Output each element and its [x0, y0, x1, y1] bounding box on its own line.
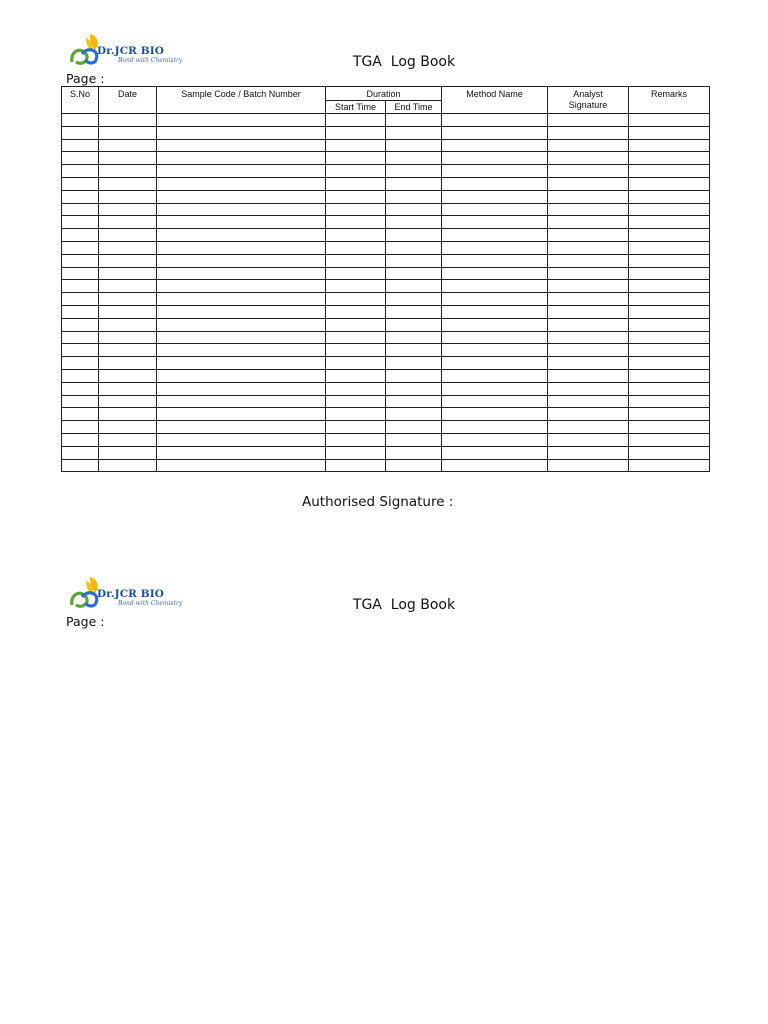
table-cell[interactable]: [442, 241, 548, 254]
table-cell[interactable]: [629, 126, 710, 139]
table-cell[interactable]: [548, 190, 629, 203]
table-cell[interactable]: [326, 421, 386, 434]
logo-tagline: Bond with Chemistry: [118, 600, 183, 607]
table-cell[interactable]: [326, 190, 386, 203]
col-header-start-time: Start Time: [326, 101, 386, 114]
table-cell[interactable]: [62, 241, 99, 254]
table-cell[interactable]: [99, 408, 157, 421]
table-cell[interactable]: [442, 369, 548, 382]
table-cell[interactable]: [326, 293, 386, 306]
table-row: [62, 293, 710, 306]
table-cell[interactable]: [548, 267, 629, 280]
table-cell[interactable]: [157, 318, 326, 331]
table-cell[interactable]: [629, 382, 710, 395]
table-cell[interactable]: [386, 408, 442, 421]
table-row: [62, 369, 710, 382]
table-cell[interactable]: [548, 421, 629, 434]
table-cell[interactable]: [157, 126, 326, 139]
table-cell[interactable]: [442, 152, 548, 165]
table-cell[interactable]: [62, 408, 99, 421]
col-header-analyst-signature: [548, 87, 629, 114]
table-cell[interactable]: [548, 395, 629, 408]
table-cell[interactable]: [62, 280, 99, 293]
table-row: [62, 318, 710, 331]
table-cell[interactable]: [326, 305, 386, 318]
table-cell[interactable]: [62, 177, 99, 190]
table-cell[interactable]: [442, 318, 548, 331]
table-cell[interactable]: [629, 344, 710, 357]
table-cell[interactable]: [548, 331, 629, 344]
table-cell[interactable]: [548, 293, 629, 306]
table-cell[interactable]: [442, 395, 548, 408]
table-cell[interactable]: [62, 357, 99, 370]
table-cell[interactable]: [548, 139, 629, 152]
table-cell[interactable]: [326, 280, 386, 293]
table-row: [62, 165, 710, 178]
table-row: [62, 229, 710, 242]
table-cell[interactable]: [157, 395, 326, 408]
table-cell[interactable]: [386, 203, 442, 216]
logo-brand-text: Dr.JCR BIO: [97, 45, 164, 57]
table-cell[interactable]: [326, 433, 386, 446]
table-row: [62, 459, 710, 472]
table-cell[interactable]: [326, 331, 386, 344]
table-row: [62, 357, 710, 370]
table-cell[interactable]: [386, 369, 442, 382]
log-table: [61, 86, 710, 472]
table-cell[interactable]: [386, 305, 442, 318]
table-cell[interactable]: [386, 357, 442, 370]
table-cell[interactable]: [326, 408, 386, 421]
table-cell[interactable]: [99, 331, 157, 344]
table-cell[interactable]: [629, 241, 710, 254]
table-row: [62, 408, 710, 421]
table-row: [62, 241, 710, 254]
table-cell[interactable]: [386, 318, 442, 331]
table-cell[interactable]: [99, 382, 157, 395]
table-cell[interactable]: [157, 331, 326, 344]
table-row: [62, 305, 710, 318]
table-cell[interactable]: [99, 395, 157, 408]
table-cell[interactable]: [62, 446, 99, 459]
table-cell[interactable]: [326, 254, 386, 267]
table-cell[interactable]: [442, 446, 548, 459]
table-row: [62, 344, 710, 357]
table-cell[interactable]: [99, 254, 157, 267]
table-cell[interactable]: [548, 305, 629, 318]
table-cell[interactable]: [548, 254, 629, 267]
table-cell[interactable]: [62, 433, 99, 446]
table-cell[interactable]: [99, 229, 157, 242]
table-cell[interactable]: [442, 344, 548, 357]
table-cell[interactable]: [157, 305, 326, 318]
table-cell[interactable]: [157, 280, 326, 293]
table-cell[interactable]: [62, 203, 99, 216]
table-cell[interactable]: [386, 293, 442, 306]
table-cell[interactable]: [99, 433, 157, 446]
table-cell[interactable]: [442, 408, 548, 421]
table-row: [62, 152, 710, 165]
table-cell[interactable]: [629, 305, 710, 318]
table-cell[interactable]: [62, 331, 99, 344]
table-cell[interactable]: [442, 293, 548, 306]
table-cell[interactable]: [62, 382, 99, 395]
table-cell[interactable]: [326, 344, 386, 357]
table-cell[interactable]: [386, 152, 442, 165]
table-cell[interactable]: [548, 318, 629, 331]
table-cell[interactable]: [62, 216, 99, 229]
page-title-2: TGA Log Book: [352, 597, 456, 613]
table-cell[interactable]: [99, 459, 157, 472]
table-cell[interactable]: [548, 152, 629, 165]
table-cell[interactable]: [548, 203, 629, 216]
table-cell[interactable]: [326, 114, 386, 127]
table-cell[interactable]: [62, 318, 99, 331]
table-cell[interactable]: [548, 382, 629, 395]
table-cell[interactable]: [99, 280, 157, 293]
table-cell[interactable]: [99, 152, 157, 165]
table-cell[interactable]: [442, 216, 548, 229]
table-cell[interactable]: [62, 459, 99, 472]
table-cell[interactable]: [157, 408, 326, 421]
table-cell[interactable]: [442, 177, 548, 190]
table-cell[interactable]: [326, 229, 386, 242]
table-cell[interactable]: [548, 446, 629, 459]
table-cell[interactable]: [62, 152, 99, 165]
table-cell[interactable]: [99, 165, 157, 178]
table-cell[interactable]: [629, 408, 710, 421]
table-cell[interactable]: [157, 446, 326, 459]
table-cell[interactable]: [99, 318, 157, 331]
table-cell[interactable]: [326, 177, 386, 190]
table-cell[interactable]: [548, 280, 629, 293]
table-cell[interactable]: [99, 177, 157, 190]
table-cell[interactable]: [386, 241, 442, 254]
table-cell[interactable]: [629, 280, 710, 293]
table-row: [62, 203, 710, 216]
table-cell[interactable]: [548, 369, 629, 382]
page-number-label: Page :: [66, 71, 105, 86]
table-cell[interactable]: [157, 203, 326, 216]
table-cell[interactable]: [386, 267, 442, 280]
company-logo-2: [68, 575, 188, 617]
table-cell[interactable]: [62, 293, 99, 306]
table-cell[interactable]: [157, 459, 326, 472]
table-cell[interactable]: [99, 241, 157, 254]
table-cell[interactable]: [157, 216, 326, 229]
table-cell[interactable]: [157, 190, 326, 203]
table-cell[interactable]: [548, 344, 629, 357]
table-cell[interactable]: [548, 177, 629, 190]
table-cell[interactable]: [629, 369, 710, 382]
page-number-label-2: Page :: [66, 614, 105, 629]
table-cell[interactable]: [157, 267, 326, 280]
table-cell[interactable]: [386, 280, 442, 293]
table-cell[interactable]: [629, 267, 710, 280]
table-cell[interactable]: [326, 216, 386, 229]
table-cell[interactable]: [157, 139, 326, 152]
table-cell[interactable]: [386, 126, 442, 139]
table-cell[interactable]: [629, 177, 710, 190]
table-cell[interactable]: [442, 254, 548, 267]
table-cell[interactable]: [386, 382, 442, 395]
table-cell[interactable]: [548, 114, 629, 127]
table-cell[interactable]: [99, 126, 157, 139]
table-cell[interactable]: [326, 446, 386, 459]
col-header-duration: Duration: [326, 87, 442, 101]
table-cell[interactable]: [99, 139, 157, 152]
table-row: [62, 395, 710, 408]
table-cell[interactable]: [99, 305, 157, 318]
table-cell[interactable]: [629, 229, 710, 242]
table-cell[interactable]: [442, 421, 548, 434]
table-cell[interactable]: [629, 433, 710, 446]
table-cell[interactable]: [629, 357, 710, 370]
table-cell[interactable]: [548, 459, 629, 472]
table-cell[interactable]: [99, 190, 157, 203]
table-cell[interactable]: [386, 395, 442, 408]
table-row: [62, 254, 710, 267]
col-header-end-time: End Time: [386, 101, 442, 114]
table-cell[interactable]: [442, 433, 548, 446]
table-cell[interactable]: [442, 165, 548, 178]
table-cell[interactable]: [386, 177, 442, 190]
table-cell[interactable]: [386, 459, 442, 472]
table-cell[interactable]: [157, 369, 326, 382]
table-cell[interactable]: [629, 254, 710, 267]
table-cell[interactable]: [157, 293, 326, 306]
table-cell[interactable]: [62, 190, 99, 203]
table-cell[interactable]: [386, 216, 442, 229]
table-cell[interactable]: [629, 165, 710, 178]
table-cell[interactable]: [386, 254, 442, 267]
table-row: [62, 421, 710, 434]
table-cell[interactable]: [386, 421, 442, 434]
table-row: [62, 267, 710, 280]
table-cell[interactable]: [629, 114, 710, 127]
table-cell[interactable]: [62, 395, 99, 408]
analyst-header-line2: Signature: [568, 100, 608, 110]
table-cell[interactable]: [442, 190, 548, 203]
table-cell[interactable]: [442, 382, 548, 395]
col-header-method-name: Method Name: [442, 87, 548, 114]
table-cell[interactable]: [326, 357, 386, 370]
table-cell[interactable]: [326, 395, 386, 408]
table-cell[interactable]: [99, 216, 157, 229]
table-cell[interactable]: [386, 165, 442, 178]
table-cell[interactable]: [157, 152, 326, 165]
table-cell[interactable]: [157, 254, 326, 267]
table-cell[interactable]: [157, 433, 326, 446]
table-cell[interactable]: [442, 139, 548, 152]
table-cell[interactable]: [99, 446, 157, 459]
table-cell[interactable]: [326, 382, 386, 395]
table-cell[interactable]: [629, 446, 710, 459]
table-cell[interactable]: [442, 267, 548, 280]
table-cell[interactable]: [326, 369, 386, 382]
table-row: [62, 216, 710, 229]
table-cell[interactable]: [442, 305, 548, 318]
table-cell[interactable]: [62, 254, 99, 267]
logo-tagline: Bond with Chemistry: [118, 57, 183, 64]
table-cell[interactable]: [442, 459, 548, 472]
table-row: [62, 331, 710, 344]
table-cell[interactable]: [442, 229, 548, 242]
table-cell[interactable]: [442, 114, 548, 127]
table-cell[interactable]: [442, 126, 548, 139]
table-cell[interactable]: [62, 421, 99, 434]
table-cell[interactable]: [548, 433, 629, 446]
table-cell[interactable]: [326, 126, 386, 139]
table-cell[interactable]: [157, 241, 326, 254]
table-cell[interactable]: [62, 114, 99, 127]
table-cell[interactable]: [629, 293, 710, 306]
table-cell[interactable]: [548, 165, 629, 178]
table-cell[interactable]: [386, 344, 442, 357]
table-cell[interactable]: [62, 305, 99, 318]
table-cell[interactable]: [62, 139, 99, 152]
table-row: [62, 382, 710, 395]
table-cell[interactable]: [326, 318, 386, 331]
table-cell[interactable]: [326, 139, 386, 152]
table-row: [62, 433, 710, 446]
table-cell[interactable]: [386, 229, 442, 242]
logo-brand-text: Dr.JCR BIO: [97, 588, 164, 600]
table-cell[interactable]: [157, 165, 326, 178]
table-cell[interactable]: [157, 114, 326, 127]
table-cell[interactable]: [326, 267, 386, 280]
table-cell[interactable]: [99, 344, 157, 357]
table-cell[interactable]: [99, 421, 157, 434]
table-cell[interactable]: [442, 331, 548, 344]
table-cell[interactable]: [629, 395, 710, 408]
col-header-sample-code: Sample Code / Batch Number: [157, 87, 326, 114]
table-cell[interactable]: [386, 433, 442, 446]
table-cell[interactable]: [326, 241, 386, 254]
table-cell[interactable]: [326, 152, 386, 165]
table-row: [62, 114, 710, 127]
log-table-body: [62, 114, 710, 472]
table-row: [62, 446, 710, 459]
table-cell[interactable]: [629, 152, 710, 165]
table-row: [62, 139, 710, 152]
company-logo: [68, 32, 188, 74]
page-title: TGA Log Book: [352, 54, 456, 70]
table-cell[interactable]: [629, 459, 710, 472]
table-cell[interactable]: [629, 331, 710, 344]
table-cell[interactable]: [62, 165, 99, 178]
col-header-sno: S.No: [62, 87, 99, 114]
col-header-date: Date: [99, 87, 157, 114]
table-cell[interactable]: [386, 446, 442, 459]
table-cell[interactable]: [62, 126, 99, 139]
table-cell[interactable]: [99, 369, 157, 382]
table-cell[interactable]: [326, 459, 386, 472]
table-cell[interactable]: [62, 344, 99, 357]
table-row: [62, 177, 710, 190]
table-cell[interactable]: [629, 421, 710, 434]
table-cell[interactable]: [326, 165, 386, 178]
table-cell[interactable]: [442, 203, 548, 216]
table-cell[interactable]: [62, 229, 99, 242]
table-row: [62, 280, 710, 293]
analyst-header-line1: Analyst: [573, 89, 603, 99]
table-cell[interactable]: [442, 357, 548, 370]
table-cell[interactable]: [157, 229, 326, 242]
table-cell[interactable]: [157, 177, 326, 190]
table-cell[interactable]: [157, 357, 326, 370]
table-cell[interactable]: [157, 382, 326, 395]
table-cell[interactable]: [629, 190, 710, 203]
table-row: [62, 126, 710, 139]
col-header-remarks: Remarks: [629, 87, 710, 114]
table-cell[interactable]: [62, 369, 99, 382]
table-cell[interactable]: [548, 126, 629, 139]
table-cell[interactable]: [99, 114, 157, 127]
table-cell[interactable]: [99, 357, 157, 370]
table-cell[interactable]: [548, 241, 629, 254]
table-cell[interactable]: [157, 421, 326, 434]
table-cell[interactable]: [629, 139, 710, 152]
table-cell[interactable]: [157, 344, 326, 357]
authorised-signature-label: Authorised Signature :: [302, 494, 454, 510]
table-cell[interactable]: [326, 203, 386, 216]
table-cell[interactable]: [62, 267, 99, 280]
table-cell[interactable]: [99, 203, 157, 216]
table-cell[interactable]: [548, 408, 629, 421]
table-cell[interactable]: [629, 203, 710, 216]
table-cell[interactable]: [442, 280, 548, 293]
table-cell[interactable]: [548, 229, 629, 242]
table-cell[interactable]: [629, 216, 710, 229]
table-cell[interactable]: [548, 216, 629, 229]
table-cell[interactable]: [629, 318, 710, 331]
table-cell[interactable]: [386, 114, 442, 127]
table-cell[interactable]: [548, 357, 629, 370]
table-row: [62, 190, 710, 203]
table-cell[interactable]: [99, 293, 157, 306]
table-cell[interactable]: [386, 190, 442, 203]
table-cell[interactable]: [99, 267, 157, 280]
table-cell[interactable]: [386, 139, 442, 152]
table-cell[interactable]: [386, 331, 442, 344]
